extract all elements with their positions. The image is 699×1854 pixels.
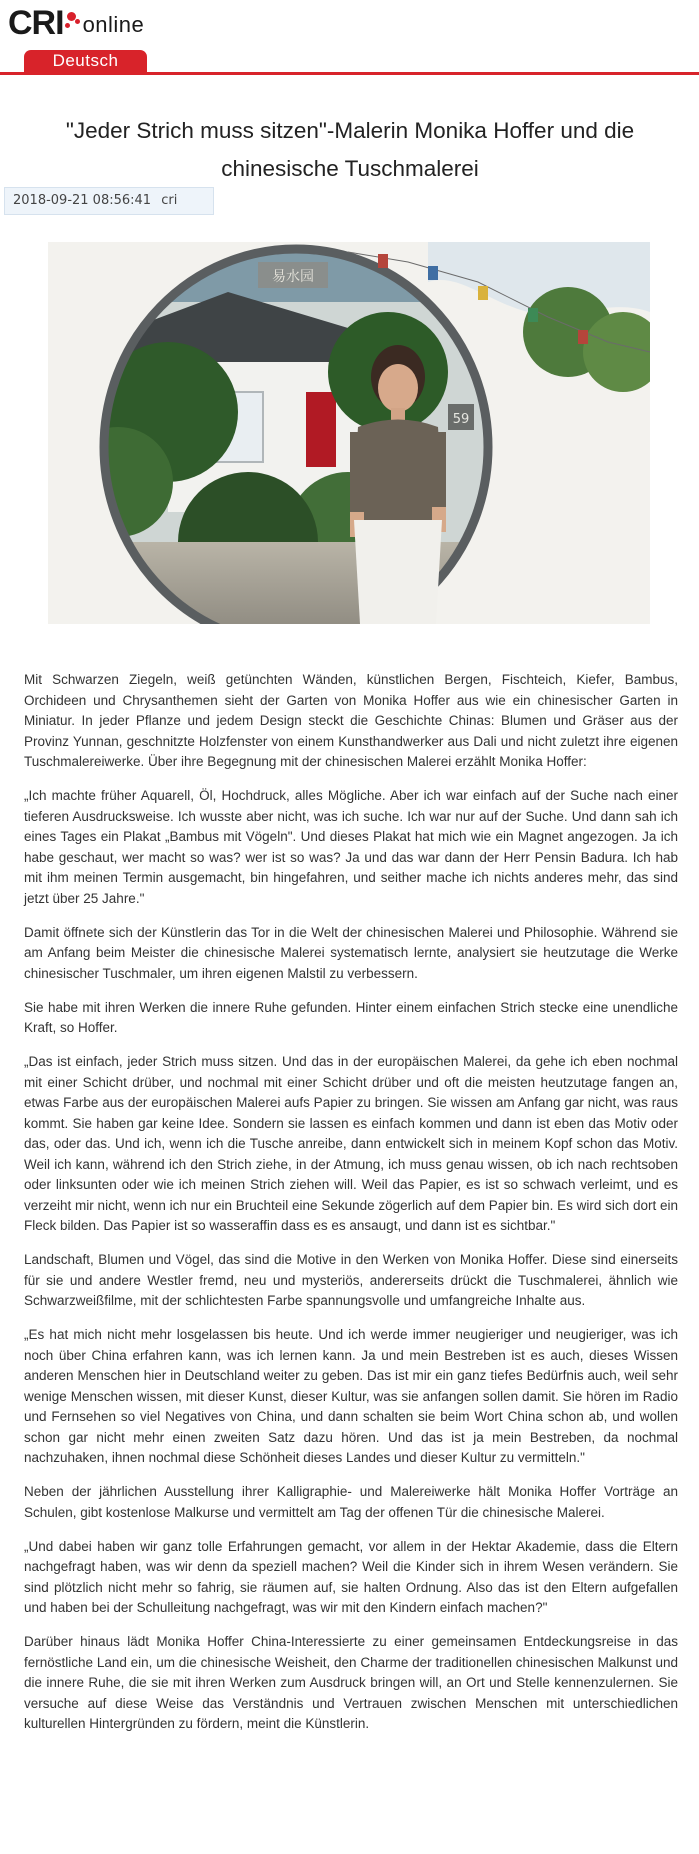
garden-moon-gate-illustration [48, 242, 650, 624]
article-paragraph: „Das ist einfach, jeder Strich muss sitzen. Und das in der europäischen Malerei, da gehe ich eben nochmal mit einer Schicht drüber, und nochmal mit einer Schicht drüber und oft die meisten heutzutage fangen an, etwas Farbe aus der europäischen Malerei aufs Papier zu bringen. Sie wissen am Anfang gar nicht, was raus kommt. Sie haben gar keine Idee. Sondern sie lassen es einfach kommen und dann ist eben das Motiv oder das, oder das. Und ich, wenn ich die Tusche anreibe, dann entwickelt sich in meinem Kopf schon das Motiv. Weil ich kann, während ich den Strich ziehe, in der Atmung, ich muss genau wissen, ob ich nach rechtsoben oder linksunten oder wie ich meinen Strich ziehen will. Weil das Papier, es ist so schwach verleimt, und es verzeiht mir nicht, wenn ich nur ein Bruchteil eine Sekunde zögerlich auf dem Papier bin. Es wird sich dort ein Fleck bilden. Das Papier ist so wasseraffin dass es es ansaugt, und dann ist es sichtbar." [24, 1054, 678, 1233]
language-tab-deutsch[interactable]: Deutsch [24, 50, 147, 72]
article-meta [4, 187, 214, 215]
logo-cri-text: CRI [8, 4, 64, 42]
house-number-plaque: 59 [452, 412, 470, 427]
article-paragraph: „Ich machte früher Aquarell, Öl, Hochdruck, alles Mögliche. Aber ich war einfach auf der Suche nach einer tieferen Ausdrucksweise. Ich wusste aber nicht, was ich suche. Ich war nur auf der Suche. Und dann sah ich eines Tages ein Plakat „Bambus mit Vögeln". Und dieses Plakat hat mich wie ein Magnet angezogen. Ja ich habe geschaut, wer macht so was? wer ist so was? Ja und das war dann der Herr Pensin Badura. Ich hab mit ihm meinen Termin ausgemacht, bin hingefahren, und seither mache ich nichts anderes mehr, das sind jetzt über 25 Jahre." [24, 788, 678, 906]
article-paragraph: Sie habe mit ihren Werken die innere Ruhe gefunden. Hinter einem einfachen Strich stecke eine unendliche Kraft, so Hoffer. [24, 999, 678, 1035]
cri-online-logo[interactable] [8, 6, 144, 40]
logo-dots-icon [65, 10, 81, 40]
article-title: "Jeder Strich muss sitzen"-Malerin Monika Hoffer und die chinesische Tuschmalerei [65, 118, 635, 181]
article-date: 2018-09-21 08:56:41 [13, 193, 152, 208]
article-paragraph: Neben der jährlichen Ausstellung ihrer Kalligraphie- und Malereiwerke hält Monika Hoffer Vorträge an Schulen, gibt kostenlose Malkurse und vermittelt am Tag der offenen Tür die chinesische Malerei. [24, 1484, 678, 1520]
article-photo [48, 242, 650, 624]
article-body [24, 670, 678, 1748]
article-paragraph: Landschaft, Blumen und Vögel, das sind die Motive in den Werken von Monika Hoffer. Diese sind einerseits für sie und andere Westler fremd, neu und mysteriös, andererseits drückt die Tuschmalerei, ähnlich wie Schwarzweißfilme, mit der schlichtesten Farbe spannungsvolle und umfangreiche Inhalte aus. [24, 1252, 678, 1308]
logo-online-text: online [82, 12, 145, 37]
article-source: cri [161, 193, 178, 208]
article-paragraph: „Es hat mich nicht mehr losgelassen bis heute. Und ich werde immer neugieriger und neugieriger, was ich noch über China erfahren kann, was ich lernen kann. Ja und mein Bestreben ist es auch, dieses Wissen anderen Menschen hier in Deutschland weiter zu geben. Das ist mir ein ganz tiefes Bedürfnis auch, weil sehr wenige Menschen wissen, mit dieser Kunst, dieser Kultur, was sie anfangen sollen damit. Sie hören im Radio und Fernsehen so viel Negatives von China, und dann schalten sie beim Wort China schon ab, und wollen schon gar nicht mehr einen zweiten Satz dazu hören. Und das ist ja mein Bestreben, da nochmal nachzuhaken, ihnen nochmal diese Schönheit dieses Landes und dieser Kultur zu vermitteln." [24, 1327, 678, 1465]
header-divider [0, 72, 699, 75]
article-paragraph: Darüber hinaus lädt Monika Hoffer China-Interessierte zu einer gemeinsamen Entdeckungsreise in das fernöstliche Land ein, um die chinesische Weisheit, den Charme der traditionellen chinesischen Malkunst und die innere Ruhe, die sie mit ihren Werken zum Ausdruck bringen will, an Ort und Stelle kennenzulernen. Sie versuche auf diese Weise das Verständnis und Vertrauen zwischen Menschen mit unterschiedlichen kulturellen Hintergründen zu fördern, meint die Künstlerin. [24, 1634, 678, 1731]
gate-sign: 易水园 [272, 269, 314, 285]
article-paragraph: „Und dabei haben wir ganz tolle Erfahrungen gemacht, vor allem in der Hektar Akademie, dass die Eltern nachgefragt haben, was wir denn da speziell machen? Weil die Kinder sich in ihrem Wesen verändern. Sie sind plötzlich nicht mehr so fahrig, sie räumen auf, sie halten Ordnung. Also das ist den Eltern aufgefallen und haben bei der Schulleitung nachgefragt, was wir mit den Kindern einfach machen?" [24, 1538, 678, 1615]
site-header [0, 0, 699, 80]
article-paragraph: Mit Schwarzen Ziegeln, weiß getünchten Wänden, künstlichen Bergen, Fischteich, Kiefer, Bambus, Orchideen und Chrysanthemen sieht der Garten von Monika Hoffer aus wie ein chinesischer Garten in Miniatur. In jeder Pflanze und jedem Design steckt die Geschichte Chinas: Blumen und Gräser aus der Provinz Yunnan, geschnitzte Holzfenster von einem Kunsthandwerker aus Dali und nicht zuletzt ihre eigenen Tuschmalereiwerke. Über ihre Begegnung mit der chinesischen Malerei erzählt Monika Hoffer: [24, 672, 678, 769]
article-paragraph: Damit öffnete sich der Künstlerin das Tor in die Welt der chinesischen Malerei und Philosophie. Während sie am Anfang beim Meister die chinesische Malerei systematisch lernte, analysiert sie heutzutage die Werke chinesischer Tuschmaler, um ihren eigenen Malstil zu verbessern. [24, 924, 678, 981]
